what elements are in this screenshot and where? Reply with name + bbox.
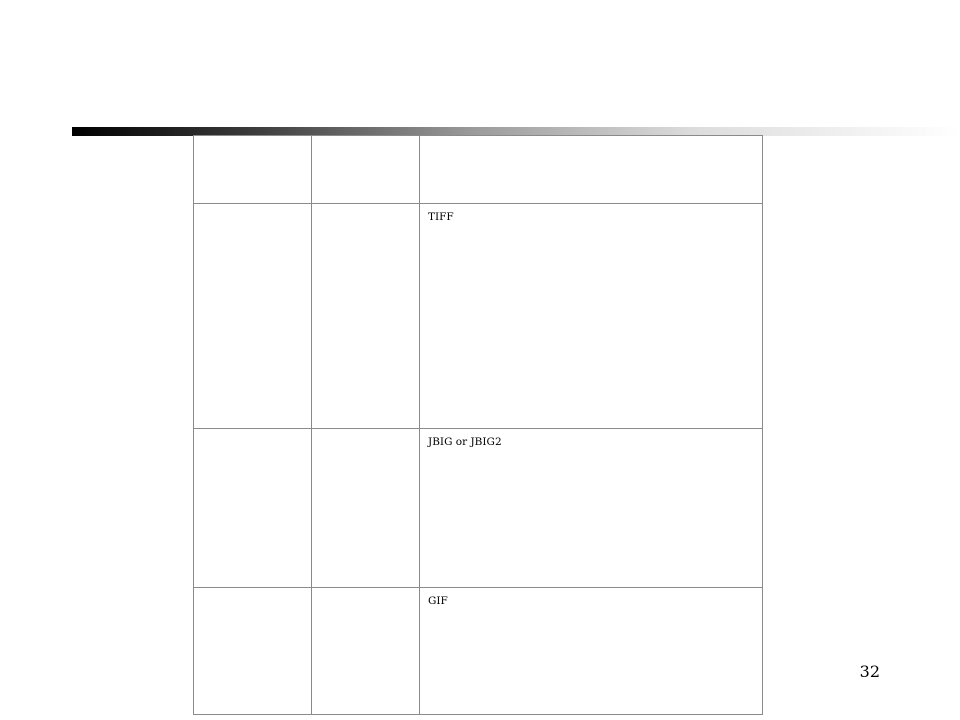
table-header-row: [194, 136, 763, 204]
file-format-table: [193, 135, 763, 715]
cell-description: [312, 204, 420, 429]
header-recommended-spec: [420, 136, 763, 204]
header-description: [312, 136, 420, 204]
cell-description: [312, 588, 420, 715]
table-row: [194, 429, 763, 588]
spec-line: JBIG or JBIG2: [428, 436, 502, 448]
cell-purpose: [194, 429, 312, 588]
cell-description: [312, 429, 420, 588]
spec-line: TIFF: [428, 211, 454, 223]
table-row: [194, 204, 763, 429]
spec-line: GIF: [428, 595, 448, 607]
page-number: 32: [859, 662, 880, 681]
header-purpose: [194, 136, 312, 204]
cell-purpose: [194, 204, 312, 429]
cell-spec: [420, 588, 763, 715]
cell-purpose: [194, 588, 312, 715]
table-row: [194, 588, 763, 715]
cell-spec: [420, 429, 763, 588]
cell-spec: [420, 204, 763, 429]
